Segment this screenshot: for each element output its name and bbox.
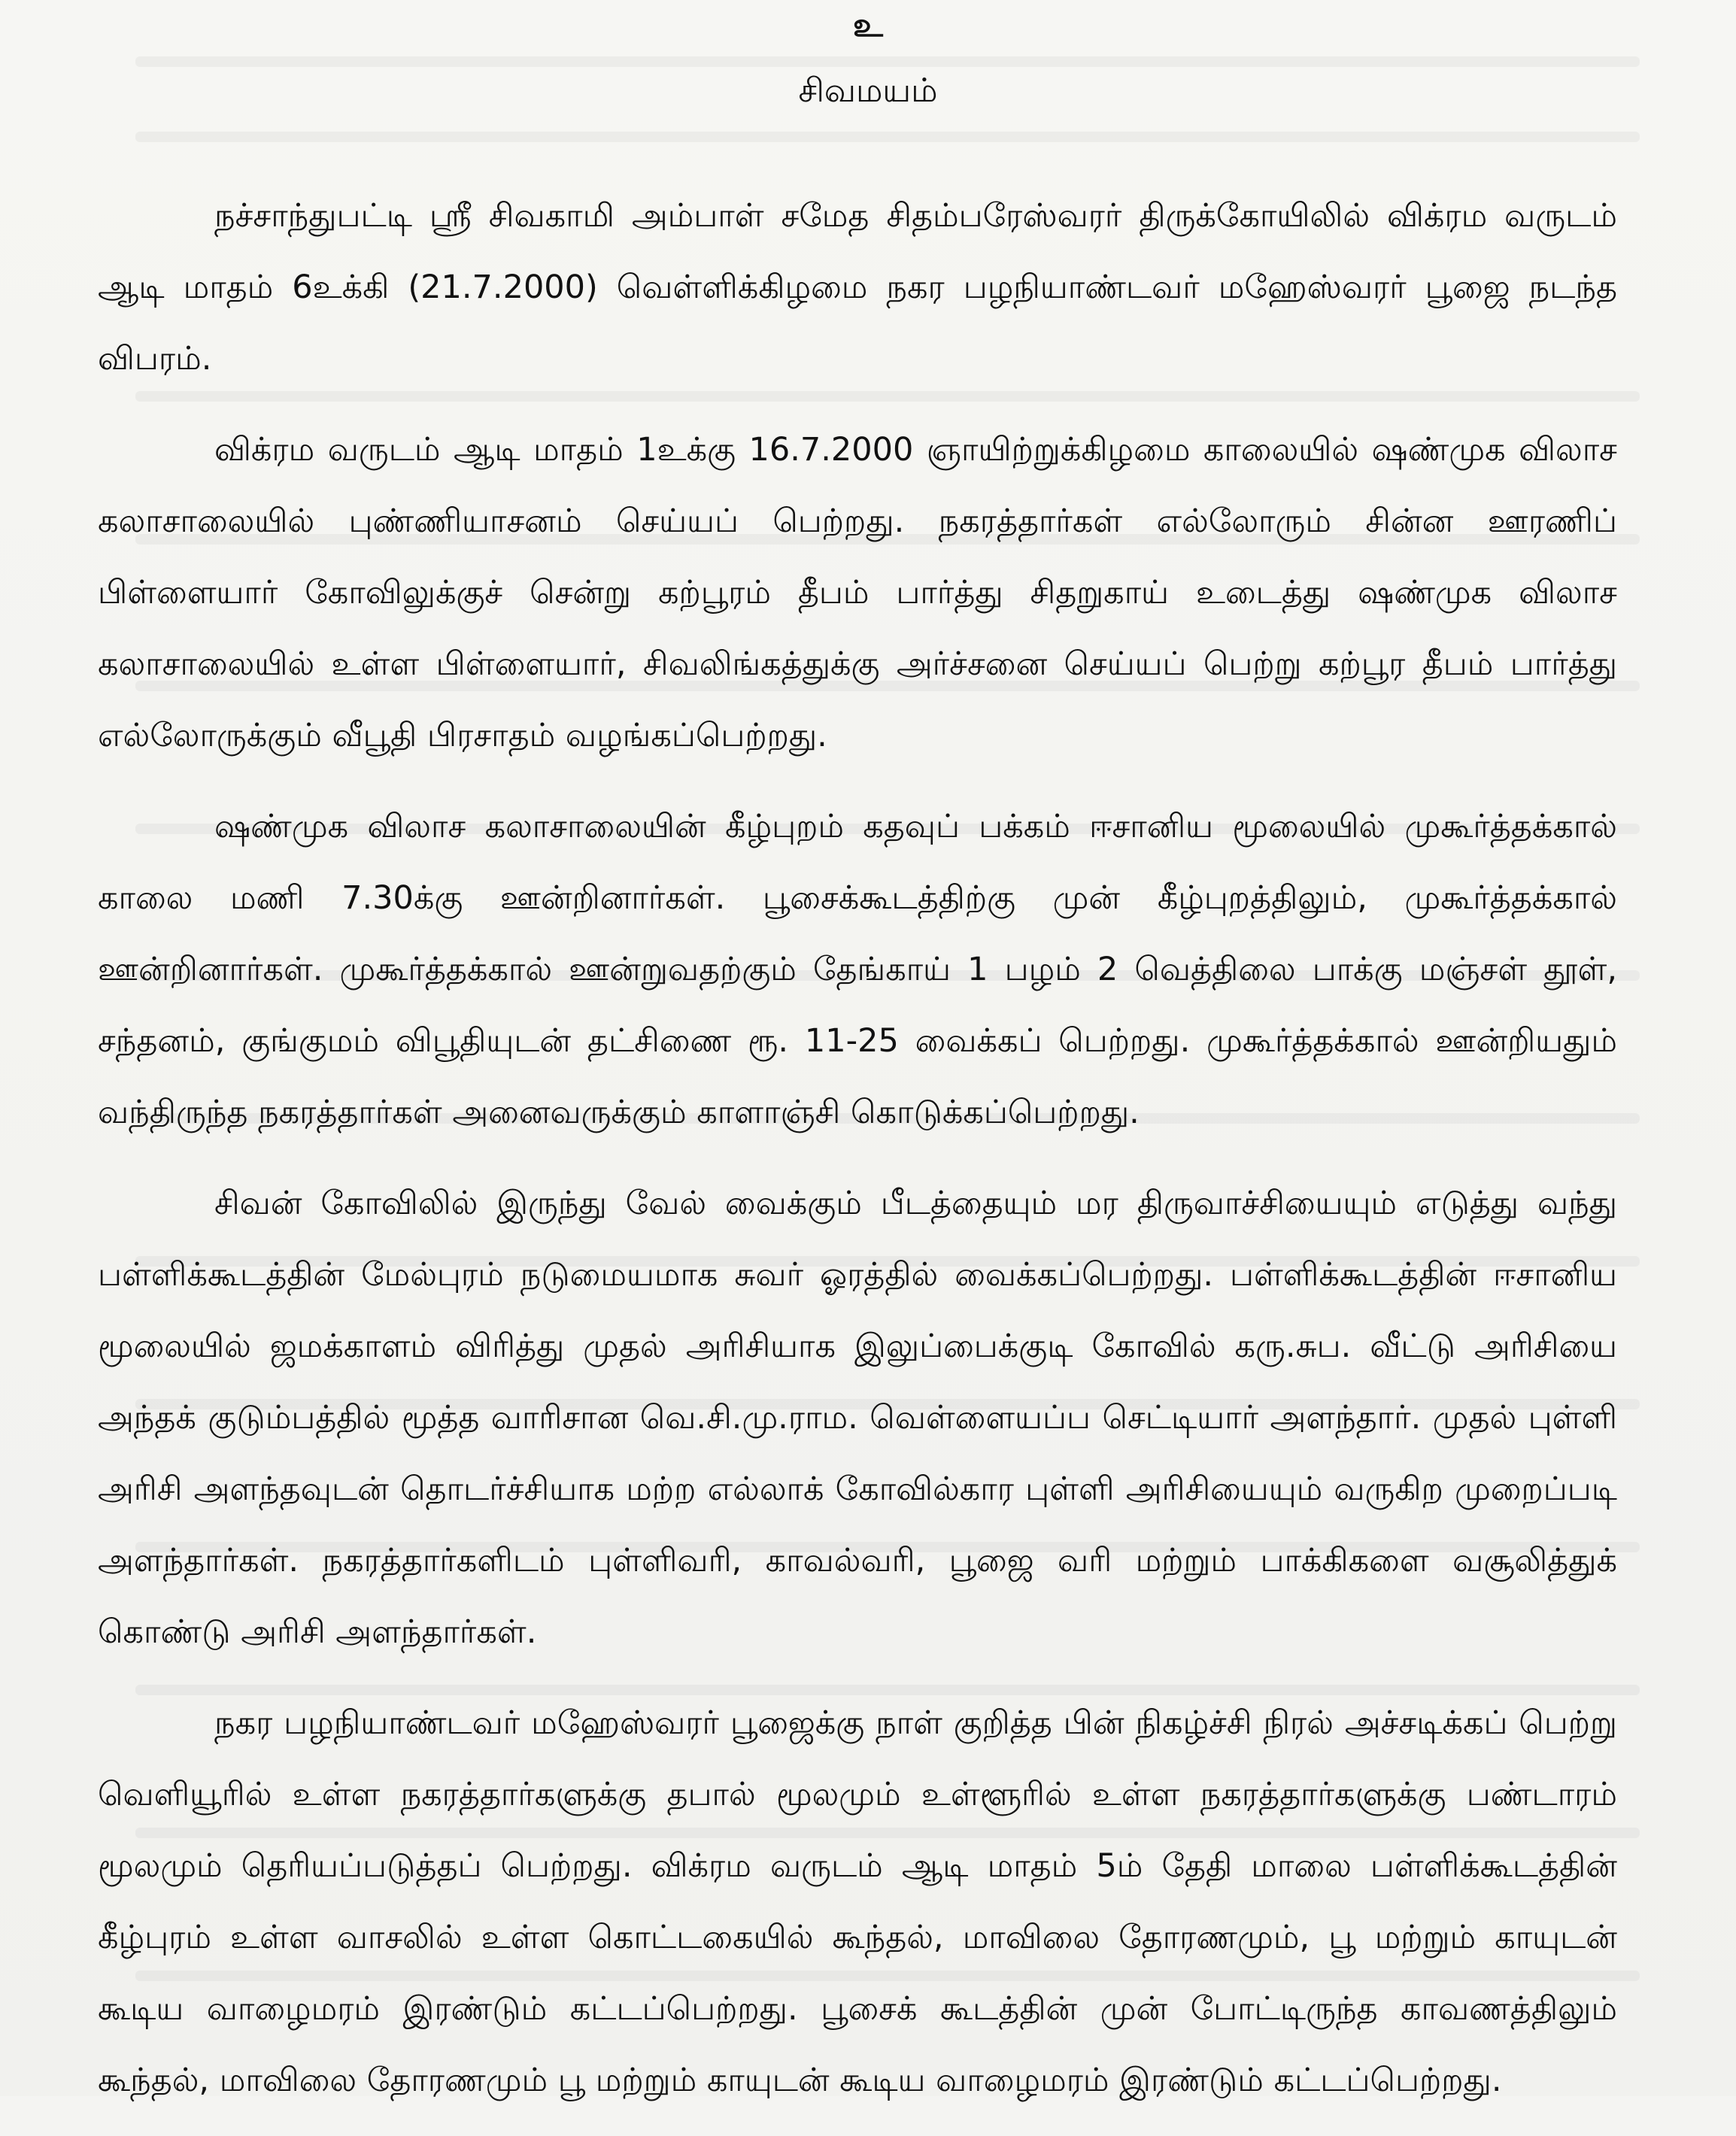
paragraph-arisi-alavu: சிவன் கோவிலில் இருந்து வேல் வைக்கும் பீடத்தையும் மர திருவாச்சியையும் எடுத்து வந்து பள்ளிக்கூடத்தின் மேல்புரம் நடுமையமாக சுவர் ஓரத்தில் வைக்கப்பெற்றது. பள்ளிக்கூடத்தின் ஈசானிய மூலையில் ஜமக்காளம் விரித்து முதல் அரிசியாக இலுப்பைக்குடி கோவில் கரு.சுப. வீட்டு அரிசியை அந்தக் குடும்பத்தில் மூத்த வாரிசான வெ.சி.மு.ராம. வெள்ளையப்ப செட்டியார் அளந்தார். முதல் புள்ளி அரிசி அளந்தவுடன் தொடர்ச்சியாக மற்ற எல்லாக் கோவில்கார புள்ளி அரிசியையும் வருகிற முறைப்படி அளந்தார்கள். நகரத்தார்களிடம் புள்ளிவரி, காவல்வரி, பூஜை வரி மற்றும் பாக்கிகளை வசூலித்துக் கொண்டு அரிசி அளந்தார்கள்.	[98, 1185, 1618, 1651]
document-body	[98, 181, 1617, 2136]
paragraph-punyaasanam: விக்ரம வருடம் ஆடி மாதம் 1உக்கு 16.7.2000 ஞாயிற்றுக்கிழமை காலையில் ஷண்முக விலாச கலாசாலையில் புண்ணியாசனம் செய்யப் பெற்றது. நகரத்தார்கள் எல்லோரும் சின்ன ஊரணிப் பிள்ளையார் கோவிலுக்குச் சென்று கற்பூரம் தீபம் பார்த்து சிதறுகாய் உடைத்து ஷண்முக விலாச கலாசாலையில் உள்ள பிள்ளையார், சிவலிங்கத்துக்கு அர்ச்சனை செய்யப் பெற்று கற்பூர தீபம் பார்த்து எல்லோருக்கும் வீபூதி பிரசாதம் வழங்கப்பெற்றது.	[98, 431, 1617, 754]
paragraph-nigazhchi: நகர பழநியாண்டவர் மஹேஸ்வரர் பூஜைக்கு நாள் குறித்த பின் நிகழ்ச்சி நிரல் அச்சடிக்கப் பெற்று வெளியூரில் உள்ள நகரத்தார்களுக்கு தபால் மூலமும் உள்ளூரில் உள்ள நகரத்தார்களுக்கு பண்டாரம் மூலமும் தெரியப்படுத்தப் பெற்றது. விக்ரம வருடம் ஆடி மாதம் 5ம் தேதி மாலை பள்ளிக்கூடத்தின் கீழ்புரம் உள்ள வாசலில் உள்ள கொட்டகையில் கூந்தல், மாவிலை தோரணமும், பூ மற்றும் காயுடன் கூடிய வாழைமரம் இரண்டும் கட்டப்பெற்றது. பூசைக் கூடத்தின் முன் போட்டிருந்த காவணத்திலும் கூந்தல், மாவிலை தோரணமும் பூ மற்றும் காயுடன் கூடிய வாழைமரம் இரண்டும் கட்டப்பெற்றது.	[98, 1704, 1617, 2099]
pillaiyar-suzhi-symbol: உ	[853, 6, 883, 44]
page-heading: சிவமயம்	[798, 71, 938, 110]
paragraph-intro: நச்சாந்துபட்டி ஸ்ரீ சிவகாமி அம்பாள் சமேத சிதம்பரேஸ்வரர் திருக்கோயிலில் விக்ரம வருடம் ஆடி மாதம் 6உக்கி (21.7.2000) வெள்ளிக்கிழமை நகர பழநியாண்டவர் மஹேஸ்வரர் பூஜை நடந்த விபரம்.	[98, 197, 1617, 378]
paragraph-muhurthakkal: ஷண்முக விலாச கலாசாலையின் கீழ்புறம் கதவுப் பக்கம் ஈசானிய மூலையில் முகூர்த்தக்கால் காலை மணி 7.30க்கு ஊன்றினார்கள். பூசைக்கூடத்திற்கு முன் கீழ்புறத்திலும், முகூர்த்தக்கால் ஊன்றினார்கள். முகூர்த்தக்கால் ஊன்றுவதற்கும் தேங்காய் 1 பழம் 2 வெத்திலை பாக்கு மஞ்சள் தூள், சந்தனம், குங்குமம் விபூதியுடன் தட்சிணை ரூ. 11-25 வைக்கப் பெற்றது. முகூர்த்தக்கால் ஊன்றியதும் வந்திருந்த நகரத்தார்கள் அனைவருக்கும் காளாஞ்சி கொடுக்கப்பெற்றது.	[98, 808, 1617, 1131]
